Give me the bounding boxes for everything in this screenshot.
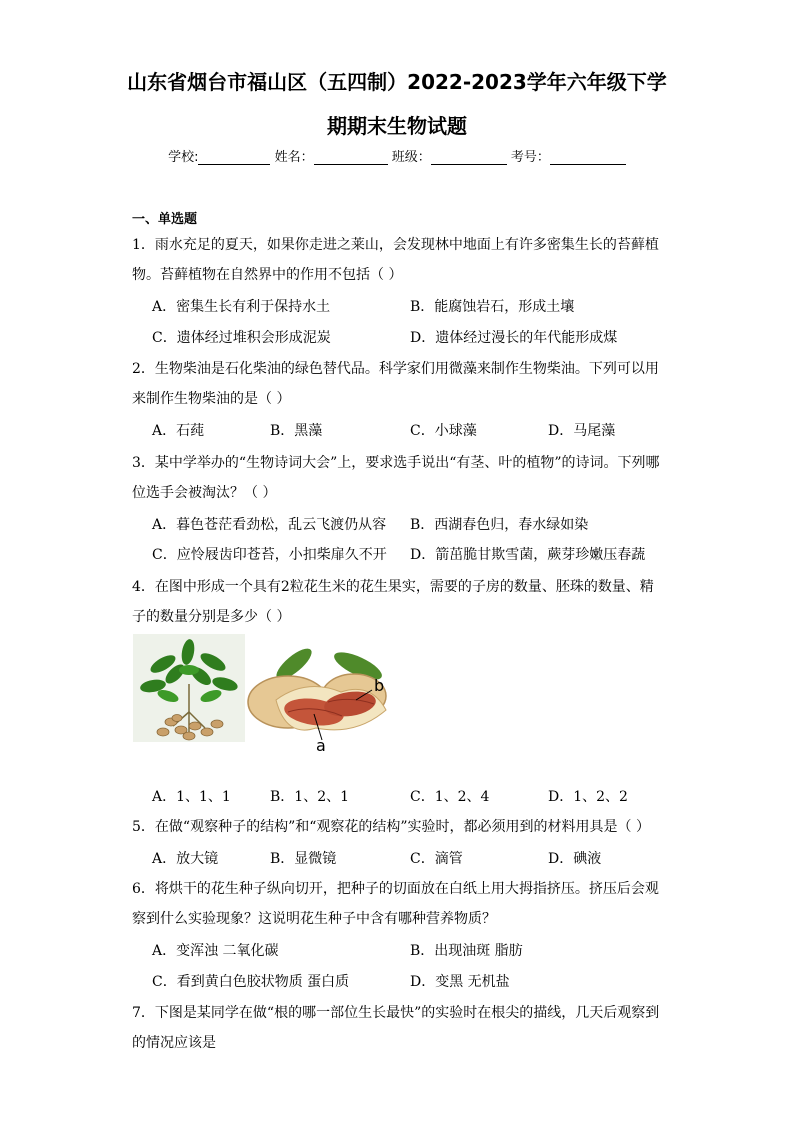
question-6-stem-1: 6．将烘干的花生种子纵向切开，把种子的切面放在白纸上用大拇指挤压。挤压后会观: [132, 881, 659, 897]
question-1-stem-2: 物。苔藓植物在自然界中的作用不包括（ ）: [132, 267, 403, 283]
question-1-option-d[interactable]: D．遗体经过漫长的年代能形成煤: [410, 330, 618, 346]
number-label: 考号：: [510, 150, 550, 165]
question-3-option-c[interactable]: C．应怜屐齿印苍苔，小扣柴扉久不开: [152, 547, 387, 563]
question-2-stem-2: 来制作生物柴油的是（ ）: [132, 391, 291, 407]
class-blank[interactable]: [431, 150, 507, 165]
question-2-option-a[interactable]: A．石莼: [152, 423, 205, 439]
figure-label-b: b: [374, 676, 385, 695]
name-blank[interactable]: [314, 150, 388, 165]
peanut-pod-image: [246, 640, 396, 758]
question-5-option-d[interactable]: D．碘液: [548, 851, 602, 867]
question-4-stem-1: 4．在图中形成一个具有2粒花生米的花生果实，需要的子房的数量、胚珠的数量、精: [132, 579, 654, 595]
question-1-option-c[interactable]: C．遗体经过堆积会形成泥炭: [152, 330, 331, 346]
student-info: [0, 146, 794, 165]
question-1-option-b[interactable]: B．能腐蚀岩石，形成土壤: [410, 299, 575, 315]
question-3-stem-1: 3．某中学举办的“生物诗词大会”上，要求选手说出“有茎、叶的植物”的诗词。下列哪: [132, 455, 660, 471]
section-heading: 一、单选题: [132, 212, 198, 227]
question-4-option-b[interactable]: B．1、2、1: [270, 789, 350, 805]
question-6-option-b[interactable]: B．出现油斑 脂肪: [410, 943, 523, 959]
question-2-option-b[interactable]: B．黑藻: [270, 423, 323, 439]
question-4-option-d[interactable]: D．1、2、2: [548, 789, 628, 805]
question-7-stem-2: 的情况应该是: [132, 1035, 216, 1051]
title-line-2: 期期末生物试题: [327, 114, 467, 138]
question-5-option-c[interactable]: C．滴管: [410, 851, 463, 867]
question-1-option-a[interactable]: A．密集生长有利于保持水土: [152, 299, 331, 315]
question-6-option-d[interactable]: D．变黑 无机盐: [410, 974, 510, 990]
school-blank[interactable]: [198, 150, 270, 165]
question-5-stem-1: 5．在做“观察种子的结构”和“观察花的结构”实验时，都必须用到的材料用具是（ ）: [132, 819, 650, 835]
question-3-option-d[interactable]: D．箭茁脆甘欺雪菌，蕨芽珍嫩压春蔬: [410, 547, 646, 563]
question-2-stem-1: 2．生物柴油是石化柴油的绿色替代品。科学家们用微藻来制作生物柴油。下列可以用: [132, 361, 659, 377]
question-3-stem-2: 位选手会被淘汰？（ ）: [132, 485, 277, 501]
number-blank[interactable]: [550, 150, 626, 165]
question-5-option-a[interactable]: A．放大镜: [152, 851, 219, 867]
school-label: 学校:: [168, 150, 199, 165]
figure-label-a: a: [316, 736, 326, 755]
question-4-option-c[interactable]: C．1、2、4: [410, 789, 490, 805]
name-label: 姓名：: [274, 150, 314, 165]
question-7-stem-1: 7．下图是某同学在做“根的哪一部位生长最快”的实验时在根尖的描线，几天后观察到: [132, 1005, 660, 1021]
peanut-plant-image: [133, 634, 245, 742]
question-3-option-a[interactable]: A．暮色苍茫看劲松，乱云飞渡仍从容: [152, 517, 387, 533]
question-3-option-b[interactable]: B．西湖春色归，春水绿如染: [410, 517, 589, 533]
question-6-stem-2: 察到什么实验现象？这说明花生种子中含有哪种营养物质？: [132, 911, 496, 927]
question-2-option-c[interactable]: C．小球藻: [410, 423, 477, 439]
class-label: 班级：: [391, 150, 431, 165]
question-6-option-a[interactable]: A．变浑浊 二氧化碳: [152, 943, 279, 959]
question-4-option-a[interactable]: A．1、1、1: [152, 789, 231, 805]
question-2-option-d[interactable]: D．马尾藻: [548, 423, 616, 439]
question-6-option-c[interactable]: C．看到黄白色胶状物质 蛋白质: [152, 974, 350, 990]
title-line-1: 山东省烟台市福山区（五四制）2022-2023学年六年级下学: [127, 70, 667, 94]
question-5-option-b[interactable]: B．显微镜: [270, 851, 337, 867]
question-1-stem-1: 1．雨水充足的夏天，如果你走进之莱山，会发现林中地面上有许多密集生长的苔藓植: [132, 237, 659, 253]
question-4-stem-2: 子的数量分别是多少（ ）: [132, 609, 291, 625]
